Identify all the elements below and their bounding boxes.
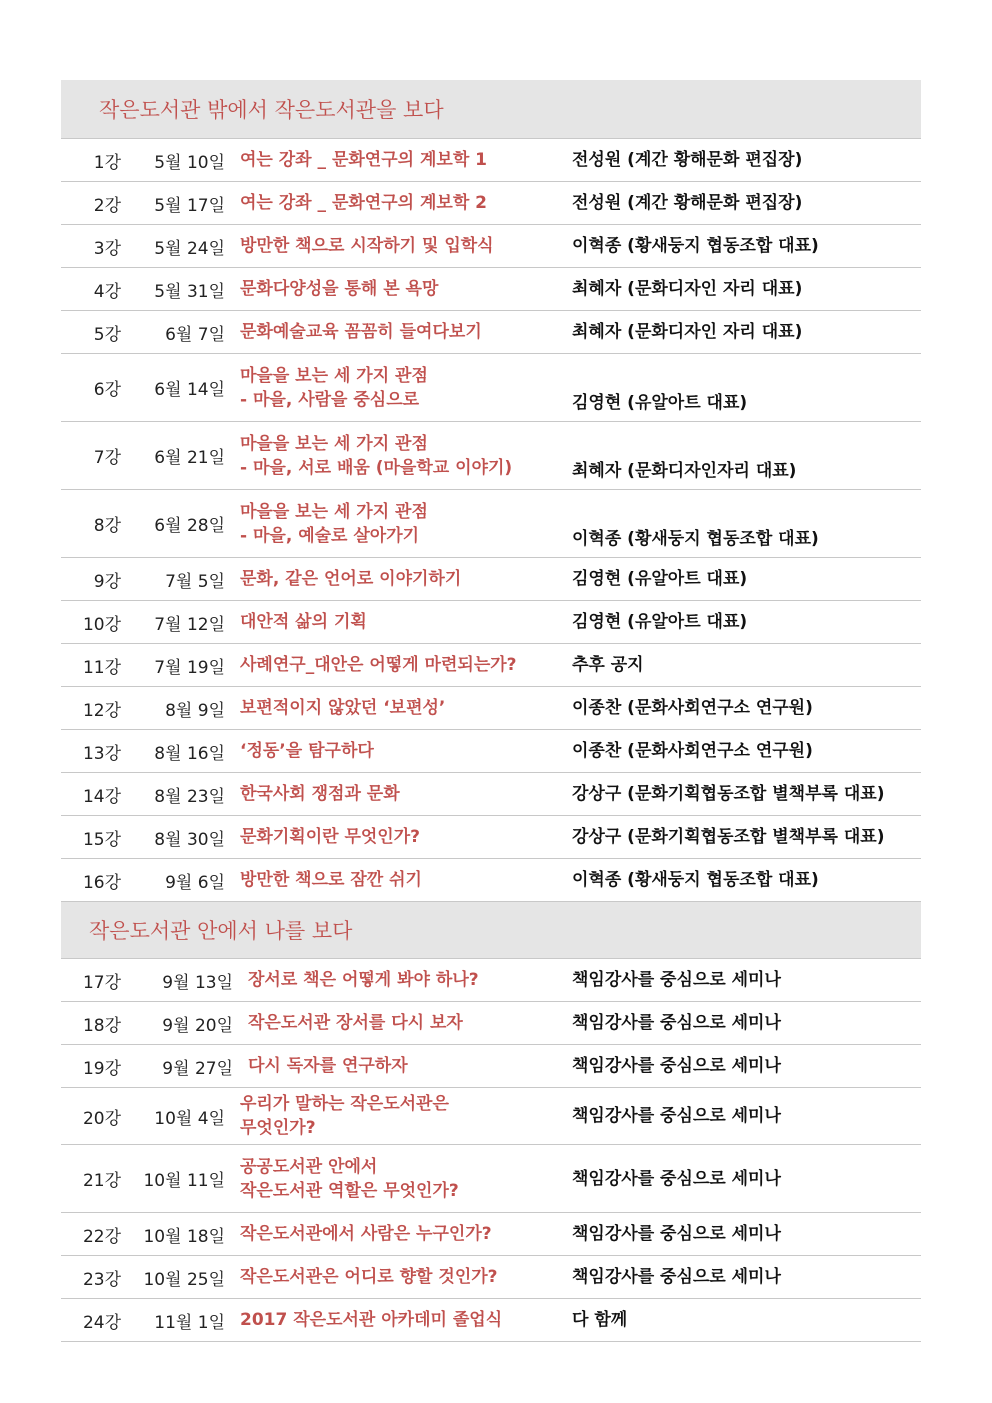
table-row	[61, 601, 921, 644]
lecture-number: 14강	[82, 786, 121, 807]
lecture-title-line2: 작은도서관 역할은 무엇인가?	[240, 1180, 459, 1201]
lecture-instructor: 다 함께	[572, 1310, 628, 1330]
lecture-date: 7월 12일	[154, 614, 225, 635]
lecture-title-line1: 문화, 같은 언어로 이야기하기	[240, 569, 462, 589]
lecture-instructor: 책임강사를 중심으로 세미나	[572, 1106, 781, 1126]
lecture-title	[225, 277, 572, 301]
lecture-number: 22강	[82, 1226, 121, 1247]
lecture-title-line1: 한국사회 쟁점과 문화	[240, 784, 400, 804]
lecture-title	[225, 696, 572, 720]
lecture-title	[233, 1011, 572, 1035]
lecture-instructor: 책임강사를 중심으로 세미나	[572, 1267, 781, 1287]
lecture-number: 12강	[82, 700, 121, 721]
table-row	[61, 687, 921, 730]
lecture-title-line2: - 마을, 서로 배움 (마을학교 이야기)	[240, 457, 513, 478]
lecture-number: 15강	[82, 829, 121, 850]
table-row	[61, 1145, 921, 1213]
table-row	[61, 422, 921, 490]
table-row	[61, 354, 921, 422]
lecture-date: 10월 11일	[143, 1171, 225, 1191]
table-row	[61, 773, 921, 816]
lecture-number: 3강	[93, 238, 121, 259]
lecture-instructor: 최혜자 (문화디자인 자리 대표)	[572, 279, 803, 299]
lecture-title	[225, 148, 572, 172]
lecture-title-line2: - 마을, 사람을 중심으로	[240, 389, 420, 410]
lecture-instructor: 이혁종 (황새둥지 협동조합 대표)	[572, 529, 819, 549]
lecture-date: 11월 1일	[154, 1312, 225, 1333]
lecture-title	[225, 320, 572, 344]
lecture-date: 8월 23일	[154, 786, 225, 807]
lecture-number: 10강	[82, 614, 121, 635]
lecture-title-line1: 보편적이지 않았던 ‘보편성’	[240, 698, 446, 718]
lecture-title-line1: 마을을 보는 세 가지 관점	[240, 365, 428, 386]
lecture-title	[225, 364, 572, 412]
lecture-instructor: 강상구 (문화기획협동조합 별책부록 대표)	[572, 784, 885, 804]
lecture-instructor: 책임강사를 중심으로 세미나	[572, 970, 781, 990]
lecture-date: 7월 5일	[165, 571, 225, 592]
lecture-instructor: 최혜자 (문화디자인자리 대표)	[572, 461, 797, 481]
lecture-instructor: 김영현 (유알아트 대표)	[572, 612, 748, 632]
lecture-title-line1: 문화기획이란 무엇인가?	[240, 827, 420, 847]
lecture-instructor: 김영현 (유알아트 대표)	[572, 569, 748, 589]
lecture-title-line1: 문화다양성을 통해 본 욕망	[240, 279, 439, 299]
table-row	[61, 959, 921, 1002]
lecture-title	[225, 653, 572, 677]
table-row	[61, 1088, 921, 1145]
lecture-date: 9월 20일	[162, 1015, 233, 1036]
lecture-title-line1: 작은도서관은 어디로 향할 것인가?	[240, 1267, 498, 1287]
lecture-number: 2강	[93, 195, 121, 216]
lecture-number: 23강	[82, 1269, 121, 1290]
lecture-title	[225, 191, 572, 215]
table-row	[61, 558, 921, 601]
lecture-instructor: 추후 공지	[572, 655, 644, 675]
lecture-title	[233, 1054, 572, 1078]
lecture-title-line1: 다시 독자를 연구하자	[248, 1056, 408, 1076]
lecture-number: 24강	[82, 1312, 121, 1333]
lecture-title	[233, 968, 572, 992]
lecture-title	[225, 739, 572, 763]
lecture-title	[225, 500, 572, 548]
table-row	[61, 644, 921, 687]
lecture-date: 5월 24일	[154, 238, 225, 259]
lecture-title-line1: 문화예술교육 꼼꼼히 들여다보기	[240, 322, 482, 342]
lecture-title	[225, 1308, 572, 1332]
lecture-instructor: 김영현 (유알아트 대표)	[572, 393, 748, 413]
lecture-instructor: 전성원 (계간 황해문화 편집장)	[572, 150, 803, 170]
lecture-date: 9월 6일	[165, 872, 225, 893]
lecture-instructor: 책임강사를 중심으로 세미나	[572, 1013, 781, 1033]
lecture-title	[225, 782, 572, 806]
lecture-date: 5월 10일	[154, 152, 225, 173]
lecture-title-line2: - 마을, 예술로 살아가기	[240, 525, 420, 546]
table-row	[61, 816, 921, 859]
lecture-number: 4강	[93, 281, 121, 302]
table-row	[61, 225, 921, 268]
lecture-date: 10월 18일	[143, 1226, 225, 1247]
table-row	[61, 268, 921, 311]
table-row	[61, 1213, 921, 1256]
lecture-date: 10월 4일	[154, 1108, 225, 1129]
lecture-instructor: 책임강사를 중심으로 세미나	[572, 1056, 781, 1076]
lecture-title-line1: 작은도서관에서 사람은 누구인가?	[240, 1224, 492, 1244]
lecture-title-line1: 방만한 책으로 시작하기 및 입학식	[240, 236, 494, 256]
lecture-number: 17강	[82, 972, 121, 993]
lecture-title	[225, 432, 572, 480]
table-row	[61, 859, 921, 902]
table-row	[61, 1002, 921, 1045]
lecture-instructor: 이종찬 (문화사회연구소 연구원)	[572, 741, 813, 761]
lecture-title	[225, 1155, 572, 1203]
lecture-date: 9월 13일	[162, 972, 233, 993]
lecture-date: 6월 21일	[154, 448, 225, 468]
lecture-number: 19강	[82, 1058, 121, 1079]
section-header: 작은도서관 안에서 나를 보다	[61, 902, 921, 959]
lecture-title-line1: 작은도서관 장서를 다시 보자	[248, 1013, 463, 1033]
lecture-date: 9월 27일	[162, 1058, 233, 1079]
table-row	[61, 730, 921, 773]
lecture-number: 11강	[82, 657, 121, 678]
lecture-number: 6강	[93, 380, 121, 400]
lecture-number: 13강	[82, 743, 121, 764]
lecture-title-line1: 여는 강좌 _ 문화연구의 계보학 1	[240, 150, 487, 170]
lecture-date: 8월 16일	[154, 743, 225, 764]
lecture-number: 21강	[82, 1171, 121, 1191]
lecture-title-line1: 우리가 말하는 작은도서관은	[240, 1094, 449, 1114]
lecture-title	[225, 567, 572, 591]
lecture-number: 7강	[93, 448, 121, 468]
table-row	[61, 311, 921, 354]
lecture-number: 20강	[82, 1108, 121, 1129]
lecture-title-line1: 장서로 책은 어떻게 봐야 하나?	[248, 970, 479, 990]
lecture-number: 1강	[93, 152, 121, 173]
lecture-number: 16강	[82, 872, 121, 893]
lecture-instructor: 전성원 (계간 황해문화 편집장)	[572, 193, 803, 213]
lecture-title	[225, 868, 572, 892]
lecture-instructor: 이혁종 (황새둥지 협동조합 대표)	[572, 236, 819, 256]
table-row	[61, 1045, 921, 1088]
lecture-date: 5월 17일	[154, 195, 225, 216]
lecture-title-line1: 마을을 보는 세 가지 관점	[240, 501, 428, 522]
lecture-date: 6월 28일	[154, 516, 225, 536]
lecture-title-line1: 사례연구_대안은 어떻게 마련되는가?	[240, 655, 517, 675]
lecture-instructor: 강상구 (문화기획협동조합 별책부록 대표)	[572, 827, 885, 847]
lecture-title-line1: ‘정동’을 탐구하다	[240, 741, 374, 761]
lecture-title	[225, 610, 572, 634]
table-row	[61, 1299, 921, 1342]
table-row	[61, 182, 921, 225]
lecture-number: 18강	[82, 1015, 121, 1036]
lecture-title	[225, 1265, 572, 1289]
lecture-title-line1: 공공도서관 안에서	[240, 1156, 378, 1177]
lecture-title-line1: 대안적 삶의 기획	[240, 612, 367, 632]
lecture-title	[225, 1222, 572, 1246]
lecture-title	[225, 234, 572, 258]
lecture-title-line1: 2017 작은도서관 아카데미 졸업식	[240, 1310, 503, 1330]
lecture-instructor: 책임강사를 중심으로 세미나	[572, 1224, 781, 1244]
lecture-number: 9강	[93, 571, 121, 592]
lecture-instructor: 최혜자 (문화디자인 자리 대표)	[572, 322, 803, 342]
schedule-table	[61, 80, 921, 1342]
lecture-title-line2: 무엇인가?	[240, 1118, 316, 1138]
lecture-date: 8월 9일	[165, 700, 225, 721]
lecture-instructor: 책임강사를 중심으로 세미나	[572, 1168, 781, 1189]
lecture-number: 5강	[93, 324, 121, 345]
lecture-date: 6월 14일	[154, 380, 225, 400]
lecture-date: 6월 7일	[165, 324, 225, 345]
lecture-title-line1: 마을을 보는 세 가지 관점	[240, 433, 428, 454]
table-row	[61, 490, 921, 558]
section-header: 작은도서관 밖에서 작은도서관을 보다	[61, 80, 921, 139]
lecture-date: 7월 19일	[154, 657, 225, 678]
lecture-instructor: 이종찬 (문화사회연구소 연구원)	[572, 698, 813, 718]
lecture-date: 5월 31일	[154, 281, 225, 302]
lecture-title-line1: 방만한 책으로 잠깐 쉬기	[240, 870, 422, 890]
lecture-date: 8월 30일	[154, 829, 225, 850]
lecture-instructor: 이혁종 (황새둥지 협동조합 대표)	[572, 870, 819, 890]
table-row	[61, 1256, 921, 1299]
table-row	[61, 139, 921, 182]
lecture-title	[225, 1092, 572, 1140]
lecture-title-line1: 여는 강좌 _ 문화연구의 계보학 2	[240, 193, 487, 213]
lecture-date: 10월 25일	[143, 1269, 225, 1290]
lecture-number: 8강	[93, 516, 121, 536]
lecture-title	[225, 825, 572, 849]
